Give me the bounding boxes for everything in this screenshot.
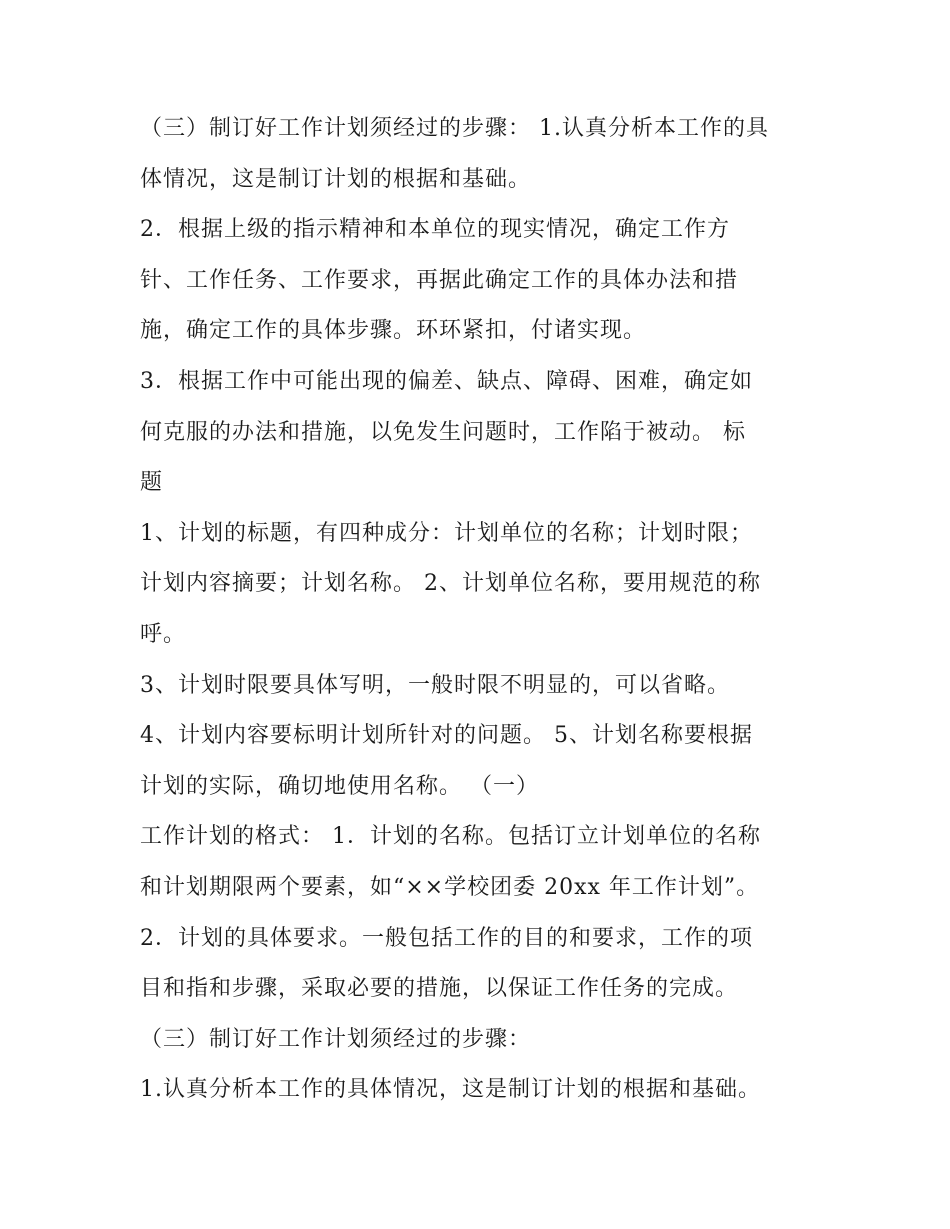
- text-line: （三）制订好工作计划须经过的步骤： 1.认真分析本工作的具: [140, 116, 769, 141]
- text-line: （三）制订好工作计划须经过的步骤：: [140, 1026, 532, 1052]
- text-line: 针、工作任务、工作要求，再据此确定工作的具体办法和措: [140, 267, 739, 293]
- text-line: 题: [140, 470, 164, 496]
- text-line: 和计划期限两个要素，如“××学校团委 20xx 年工作计划”。: [140, 874, 760, 900]
- text-line: 1.认真分析本工作的具体情况，这是制订计划的根据和基础。: [140, 1077, 761, 1103]
- text-line: 4、计划内容要标明计划所针对的问题。 5、计划名称要根据: [140, 723, 753, 749]
- text-line: 计划的实际，确切地使用名称。 （一）: [140, 773, 539, 799]
- text-line: 何克服的办法和措施，以免发生问题时，工作陷于被动。 标: [140, 419, 746, 445]
- text-line: 2．根据上级的指示精神和本单位的现实情况，确定工作方: [140, 217, 730, 243]
- text-line: 计划内容摘要；计划名称。 2、计划单位名称，要用规范的称: [140, 571, 761, 597]
- text-line: 2．计划的具体要求。一般包括工作的目的和要求，工作的项: [140, 925, 753, 951]
- text-line: 目和指和步骤，采取必要的措施，以保证工作任务的完成。: [140, 976, 739, 1002]
- text-line: 呼。: [140, 621, 187, 647]
- text-line: 3、计划时限要具体写明，一般时限不明显的，可以省略。: [140, 672, 730, 698]
- text-line: 3．根据工作中可能出现的偏差、缺点、障碍、困难，确定如: [140, 368, 753, 394]
- text-line: 工作计划的格式： 1．计划的名称。包括订立计划单位的名称: [140, 824, 761, 850]
- text-line: 1、计划的标题，有四种成分：计划单位的名称；计划时限；: [140, 520, 753, 546]
- text-line: 施，确定工作的具体步骤。环环紧扣，付诸实现。: [140, 318, 647, 344]
- text-line: 体情况，这是制订计划的根据和基础。: [140, 166, 532, 192]
- document-body: [140, 104, 830, 1116]
